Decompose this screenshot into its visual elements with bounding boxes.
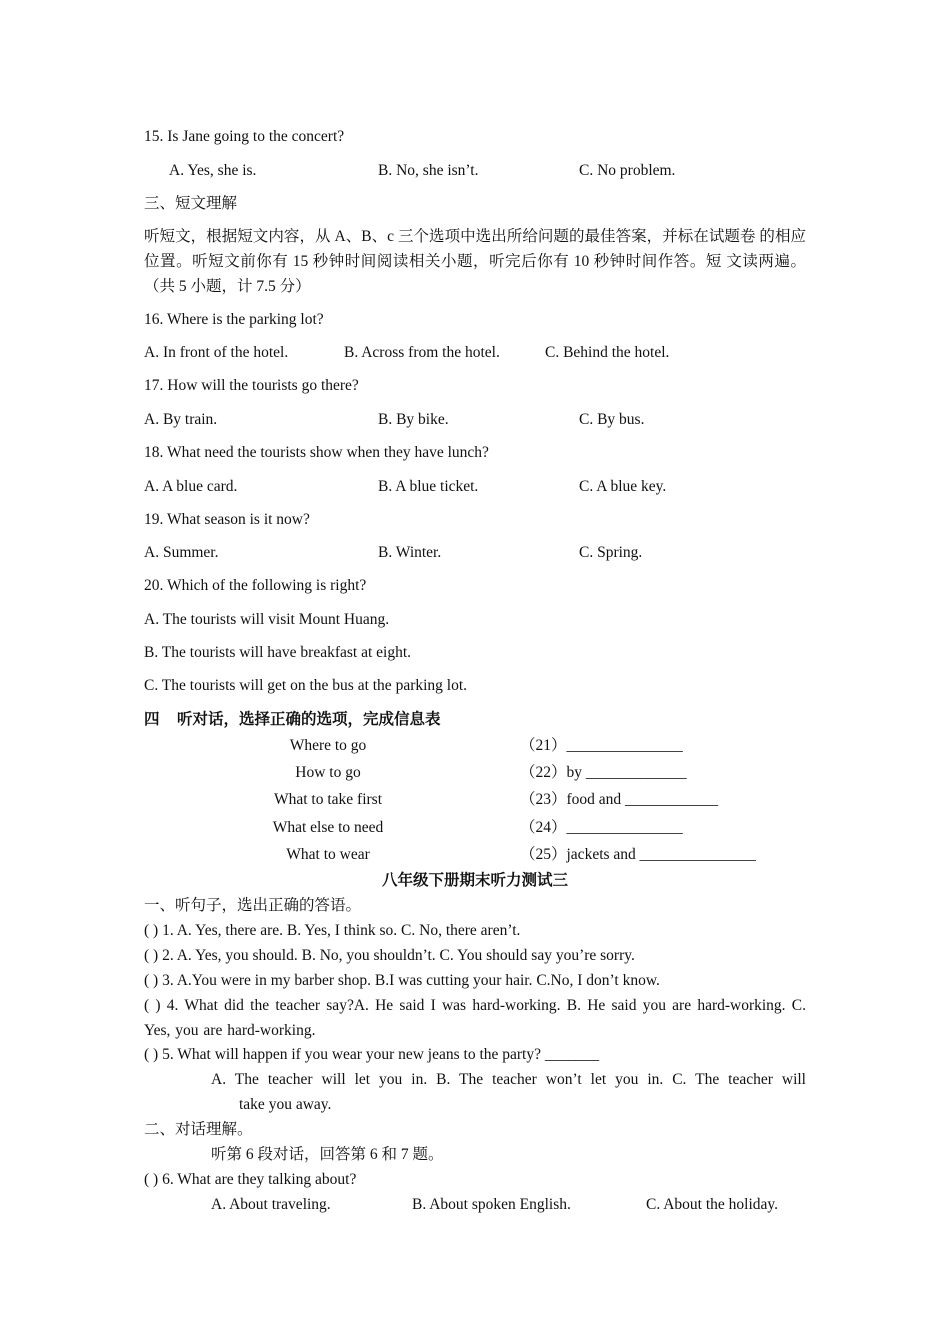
info-table-label: What to wear: [286, 846, 370, 863]
info-table-blank: （22）by _____________: [520, 764, 687, 781]
sentence-5: ( ) 5. What will happen if you wear your new jeans to the party? _______: [144, 1046, 600, 1063]
info-table-blank: （25）jackets and _______________: [520, 846, 756, 863]
sentence-3: ( ) 3. A.You were in my barber shop. B.I was cutting your hair. C.No, I don’t know.: [144, 972, 660, 989]
q15-option-c: C. No problem.: [579, 162, 676, 179]
q19-option-c: C. Spring.: [579, 544, 643, 561]
sentence-1: ( ) 1. A. Yes, there are. B. Yes, I think so. C. No, there aren’t.: [144, 922, 521, 939]
question-19: 19. What season is it now?: [144, 511, 310, 528]
sentence-5-options-cont: take you away.: [239, 1096, 332, 1113]
question-18: 18. What need the tourists show when they have lunch?: [144, 444, 489, 461]
sentence-2: ( ) 2. A. Yes, you should. B. No, you shouldn’t. C. You should say you’re sorry.: [144, 947, 635, 964]
question-17: 17. How will the tourists go there?: [144, 377, 359, 394]
info-table-blank: （24）_______________: [520, 819, 683, 836]
test-3-title: 八年级下册期末听力测试三: [381, 872, 568, 889]
question-15: 15. Is Jane going to the concert?: [144, 128, 345, 145]
question-6: ( ) 6. What are they talking about?: [144, 1171, 357, 1188]
q19-option-b: B. Winter.: [378, 544, 442, 561]
q18-option-c: C. A blue key.: [579, 478, 667, 495]
section-3-title: 三、短文理解: [144, 195, 238, 212]
info-table-label: How to go: [295, 764, 361, 781]
q17-option-b: B. By bike.: [378, 411, 449, 428]
q6-option-a: A. About traveling.: [211, 1196, 331, 1213]
sentence-5-options: A. The teacher will let you in. B. The teacher won’t let you in. C. The teacher will: [211, 1071, 806, 1088]
q19-option-a: A. Summer.: [144, 544, 219, 561]
part-2-title: 二、对话理解。: [144, 1121, 253, 1138]
q17-option-c: C. By bus.: [579, 411, 645, 428]
q20-option-a: A. The tourists will visit Mount Huang.: [144, 611, 390, 628]
q20-option-b: B. The tourists will have breakfast at eight.: [144, 644, 412, 661]
q18-option-b: B. A blue ticket.: [378, 478, 479, 495]
q6-option-c: C. About the holiday.: [646, 1196, 779, 1213]
q16-option-b: B. Across from the hotel.: [344, 344, 500, 361]
q6-option-b: B. About spoken English.: [412, 1196, 571, 1213]
sentence-4: ( ) 4. What did the teacher say?A. He said I was hard-working. B. He said you are hard-working. C. Yes, you are hard-working.: [144, 997, 806, 1039]
info-table-blank: （21）_______________: [520, 737, 683, 754]
q20-option-c: C. The tourists will get on the bus at the parking lot.: [144, 677, 468, 694]
q15-option-b: B. No, she isn’t.: [378, 162, 479, 179]
section-3-instructions: 听短文，根据短文内容，从 A、B、c 三个选项中选出所给问题的最佳答案，并标在试题卷 的相应位置。听短文前你有 15 秒钟时间阅读相关小题，听完后你有 10 秒钟时间作答。短 文读两遍。（共 5 小题，计 7.5 分）: [144, 228, 806, 295]
q17-option-a: A. By train.: [144, 411, 218, 428]
info-table-blank: （23）food and ____________: [520, 791, 719, 808]
q16-option-a: A. In front of the hotel.: [144, 344, 289, 361]
dialog-6-instruction: 听第 6 段对话，回答第 6 和 7 题。: [211, 1146, 444, 1163]
info-table-label: What to take first: [273, 791, 383, 808]
question-20: 20. Which of the following is right?: [144, 577, 367, 594]
q16-option-c: C. Behind the hotel.: [545, 344, 670, 361]
info-table-label: What else to need: [272, 819, 384, 836]
section-4-title: 听对话，选择正确的选项，完成信息表: [177, 711, 441, 728]
section-4-number: 四: [144, 711, 160, 728]
q18-option-a: A. A blue card.: [144, 478, 238, 495]
part-1-title: 一、听句子，选出正确的答语。: [144, 897, 362, 914]
question-16: 16. Where is the parking lot?: [144, 311, 324, 328]
q15-option-a: A. Yes, she is.: [169, 162, 257, 179]
info-table-label: Where to go: [289, 737, 367, 754]
